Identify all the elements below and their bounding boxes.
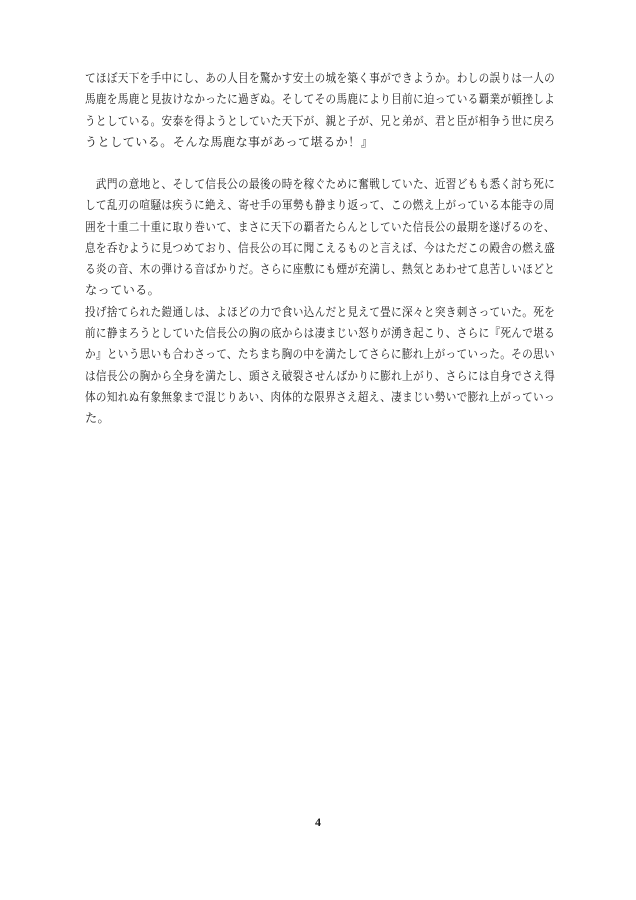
paragraph-2 [85, 174, 555, 430]
text-line: 囲を十重二十重に取り巻いて、まさに天下の覇者たらんとしていた信長公の最期を遂げるのを、 [85, 219, 555, 234]
text-line: は信長公の胸から全身を満たし、頭さえ破裂させんばかりに膨れ上がり、さらには自身でさえ得 [85, 368, 556, 383]
text-line: る炎の音、木の弾ける音ばかりだ。さらに座敷にも煙が充満し、熱気とあわせて息苦しいほどと [85, 262, 556, 277]
text-line: なっている。 [85, 283, 161, 298]
text-line: うとしている。安泰を得ようとしていた天下が、親と子が、兄と弟が、君と臣が相争う世に戻ろ [85, 113, 556, 128]
text-line: 前に静まろうとしていた信長公の胸の底からは凄まじい怒りが湧き起こり、さらに『死んで堪る [85, 326, 556, 341]
text-line: か』という思いも合わさって、たちまち胸の中を満たしてさらに膨れ上がっていった。その思い [85, 347, 555, 362]
page-number: 4 [315, 815, 321, 829]
text-line: 体の知れぬ有象無象まで混じりあい、肉体的な限界さえ超え、凄まじい勢いで膨れ上がっていっ [85, 389, 555, 404]
text-line: 武門の意地と、そして信長公の最後の時を稼ぐために奮戦していた、近習どもも悉く討ち死に [85, 177, 556, 191]
text-line: 息を呑むように見つめており、信長公の耳に聞こえるものと言えば、今はただこの殿舎の燃え盛 [85, 240, 556, 255]
text-line: うとしている。そんな馬鹿な事があって堪るか！』 [85, 134, 374, 149]
text-line: 馬鹿を馬鹿と見抜けなかったに過ぎぬ。そしてその馬鹿により目前に迫っている覇業が頓挫しよ [85, 92, 556, 107]
paragraph-1 [85, 68, 555, 153]
text-line: てほぼ天下を手中にし、あの人目を驚かす安土の城を築く事ができようか。わしの誤りは一人の [85, 71, 556, 85]
text-line: して乱刃の喧騒は疾うに絶え、寄せ手の軍勢も静まり返って、この燃え上がっている本能寺の周 [85, 198, 555, 213]
text-line: た。 [85, 411, 111, 426]
text-line: 投げ捨てられた鎧通しは、よほどの力で食い込んだと見えて畳に深々と突き刺さっていた。死を [85, 304, 556, 319]
